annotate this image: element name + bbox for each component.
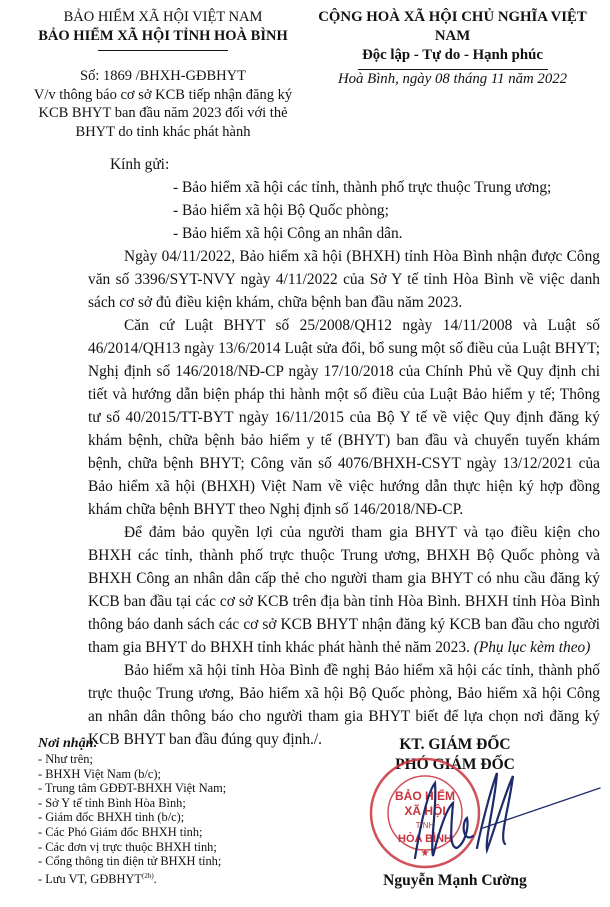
national-header — [300, 8, 605, 70]
paragraph-text: Để đảm bảo quyền lợi của người tham gia BHYT và tạo điều kiện cho BHXH các tỉnh, thành phố trực thuộc Trung ương, BHXH Bộ Quốc phòng và BHXH Công an nhân dân cấp thẻ cho người tham gia BHYT có nhu cầu đăng ký KCB ban đầu tại các cơ sở KCB trên địa bàn tỉnh Hòa Bình. BHXH tỉnh Hòa Bình thông báo danh sách các cơ sở KCB BHYT nhận đăng ký KCB ban đầu cho người tham gia BHYT do BHXH tỉnh khác phát hành thẻ năm 2023. — [88, 524, 600, 656]
receiver: - Các đơn vị trực thuộc BHXH tỉnh; — [38, 839, 217, 854]
receiver: - Các Phó Giám đốc BHXH tỉnh; — [38, 824, 203, 839]
receiver-text: - Lưu VT, GĐBHYT — [38, 871, 142, 886]
paragraph: Bảo hiểm xã hội tỉnh Hòa Bình đề nghị Bảo hiểm xã hội các tỉnh, thành phố trực thuộc Trung ương, Bảo hiểm xã hội Bộ Quốc phòng, Bảo hiểm xã hội Công an nhân dân thông báo cho người tham gia BHYT biết để lựa chọn nơi đăng ký KCB BHYT ban đầu đúng quy định./. — [88, 662, 600, 748]
document-subject: V/v thông báo cơ sở KCB tiếp nhận đăng ký KCB BHYT ban đầu năm 2023 đối với thẻ BHYT do tỉnh khác phát hành — [33, 86, 293, 140]
svg-text:HÒA BÌNH: HÒA BÌNH — [398, 833, 452, 845]
receiver: - Giám đốc BHXH tỉnh (b/c); — [38, 810, 185, 825]
paragraph: Ngày 04/11/2022, Bảo hiểm xã hội (BHXH) tỉnh Hòa Bình nhận được Công văn số 3396/SYT-NVY ngày 4/11/2022 của Sở Y tế tỉnh Hòa Bình về việc danh sách cơ sở đủ điều kiện khám, chữa bệnh ban đầu năm 2023. — [88, 248, 600, 311]
signature-role: PHÓ GIÁM ĐỐC — [395, 756, 515, 773]
document-number: Số: 1869 /BHXH-GĐBHYT — [80, 68, 246, 84]
seal-and-signature-image — [365, 748, 605, 878]
receiver: - BHXH Việt Nam (b/c); — [38, 766, 161, 781]
salutation: Kính gửi: — [110, 156, 170, 173]
document-date: Hoà Bình, ngày 08 tháng 11 năm 2022 — [337, 71, 568, 87]
svg-text:TỈNH: TỈNH — [415, 821, 435, 830]
receivers-list — [38, 735, 226, 886]
receivers-title: Nơi nhận: — [38, 736, 99, 751]
document-body — [88, 153, 600, 751]
paragraph — [88, 521, 600, 659]
svg-text:★: ★ — [420, 848, 430, 859]
national-motto: Độc lập - Tự do - Hạnh phúc — [362, 47, 543, 63]
national-title: CỘNG HOÀ XÃ HỘI CHỦ NGHĨA VIỆT NAM — [318, 9, 587, 44]
recipient: - Bảo hiểm xã hội Công an nhân dân. — [173, 225, 403, 242]
document-reference — [28, 67, 298, 141]
issuer-parent: BẢO HIỂM XÃ HỘI VIỆT NAM — [63, 9, 263, 25]
recipient: - Bảo hiểm xã hội các tỉnh, thành phố trực thuộc Trung ương; — [173, 179, 552, 196]
svg-text:BẢO HIỂM: BẢO HIỂM — [395, 789, 455, 803]
receiver-copies: (2b) — [142, 871, 154, 880]
receiver: - Sở Y tế tỉnh Bình Hòa Bình; — [38, 795, 186, 810]
appendix-note: (Phụ lục kèm theo) — [469, 639, 591, 656]
svg-text:XÃ HỘI: XÃ HỘI — [404, 804, 446, 818]
receiver: - Cổng thông tin điện tử BHXH tỉnh; — [38, 854, 222, 869]
divider — [358, 69, 548, 70]
receiver-end: . — [153, 871, 157, 886]
paragraph: Căn cứ Luật BHYT số 25/2008/QH12 ngày 14/11/2008 và Luật số 46/2014/QH13 ngày 13/6/2014 Luật sửa đổi, bổ sung một số điều của Luật BHYT; Nghị định số 146/2018/NĐ-CP ngày 17/10/2018 của Chính Phủ về Quy định chi tiết và hướng dẫn biện pháp thi hành một số điều của Luật Bảo hiểm y tế; Thông tư số 40/2015/TT-BYT ngày 16/11/2015 của Bộ Y tế về việc Quy định đăng ký khám bệnh, chữa bệnh bảo hiểm y tế (BHYT) ban đầu và chuyển tuyến khám bệnh, chữa bệnh BHYT; Công văn số 4076/BHXH-CSYT ngày 13/12/2021 của Bảo hiểm xã hội (BHXH) Việt Nam về việc hướng dẫn thực hiện ký hợp đồng khám chữa bệnh BHYT theo Nghị định số 146/2018/NĐ-CP. — [88, 317, 600, 518]
signature-title: KT. GIÁM ĐỐC — [399, 736, 511, 753]
receiver: - Trung tâm GĐĐT-BHXH Việt Nam; — [38, 781, 227, 796]
signer-name: Nguyễn Mạnh Cường — [383, 872, 527, 889]
issuer-header — [28, 8, 298, 51]
divider — [98, 50, 228, 51]
issuer-name: BẢO HIỂM XÃ HỘI TỈNH HOÀ BÌNH — [38, 28, 288, 44]
receiver: - Như trên; — [38, 752, 93, 766]
recipient: - Bảo hiểm xã hội Bộ Quốc phòng; — [173, 202, 389, 219]
receiver — [38, 869, 226, 887]
